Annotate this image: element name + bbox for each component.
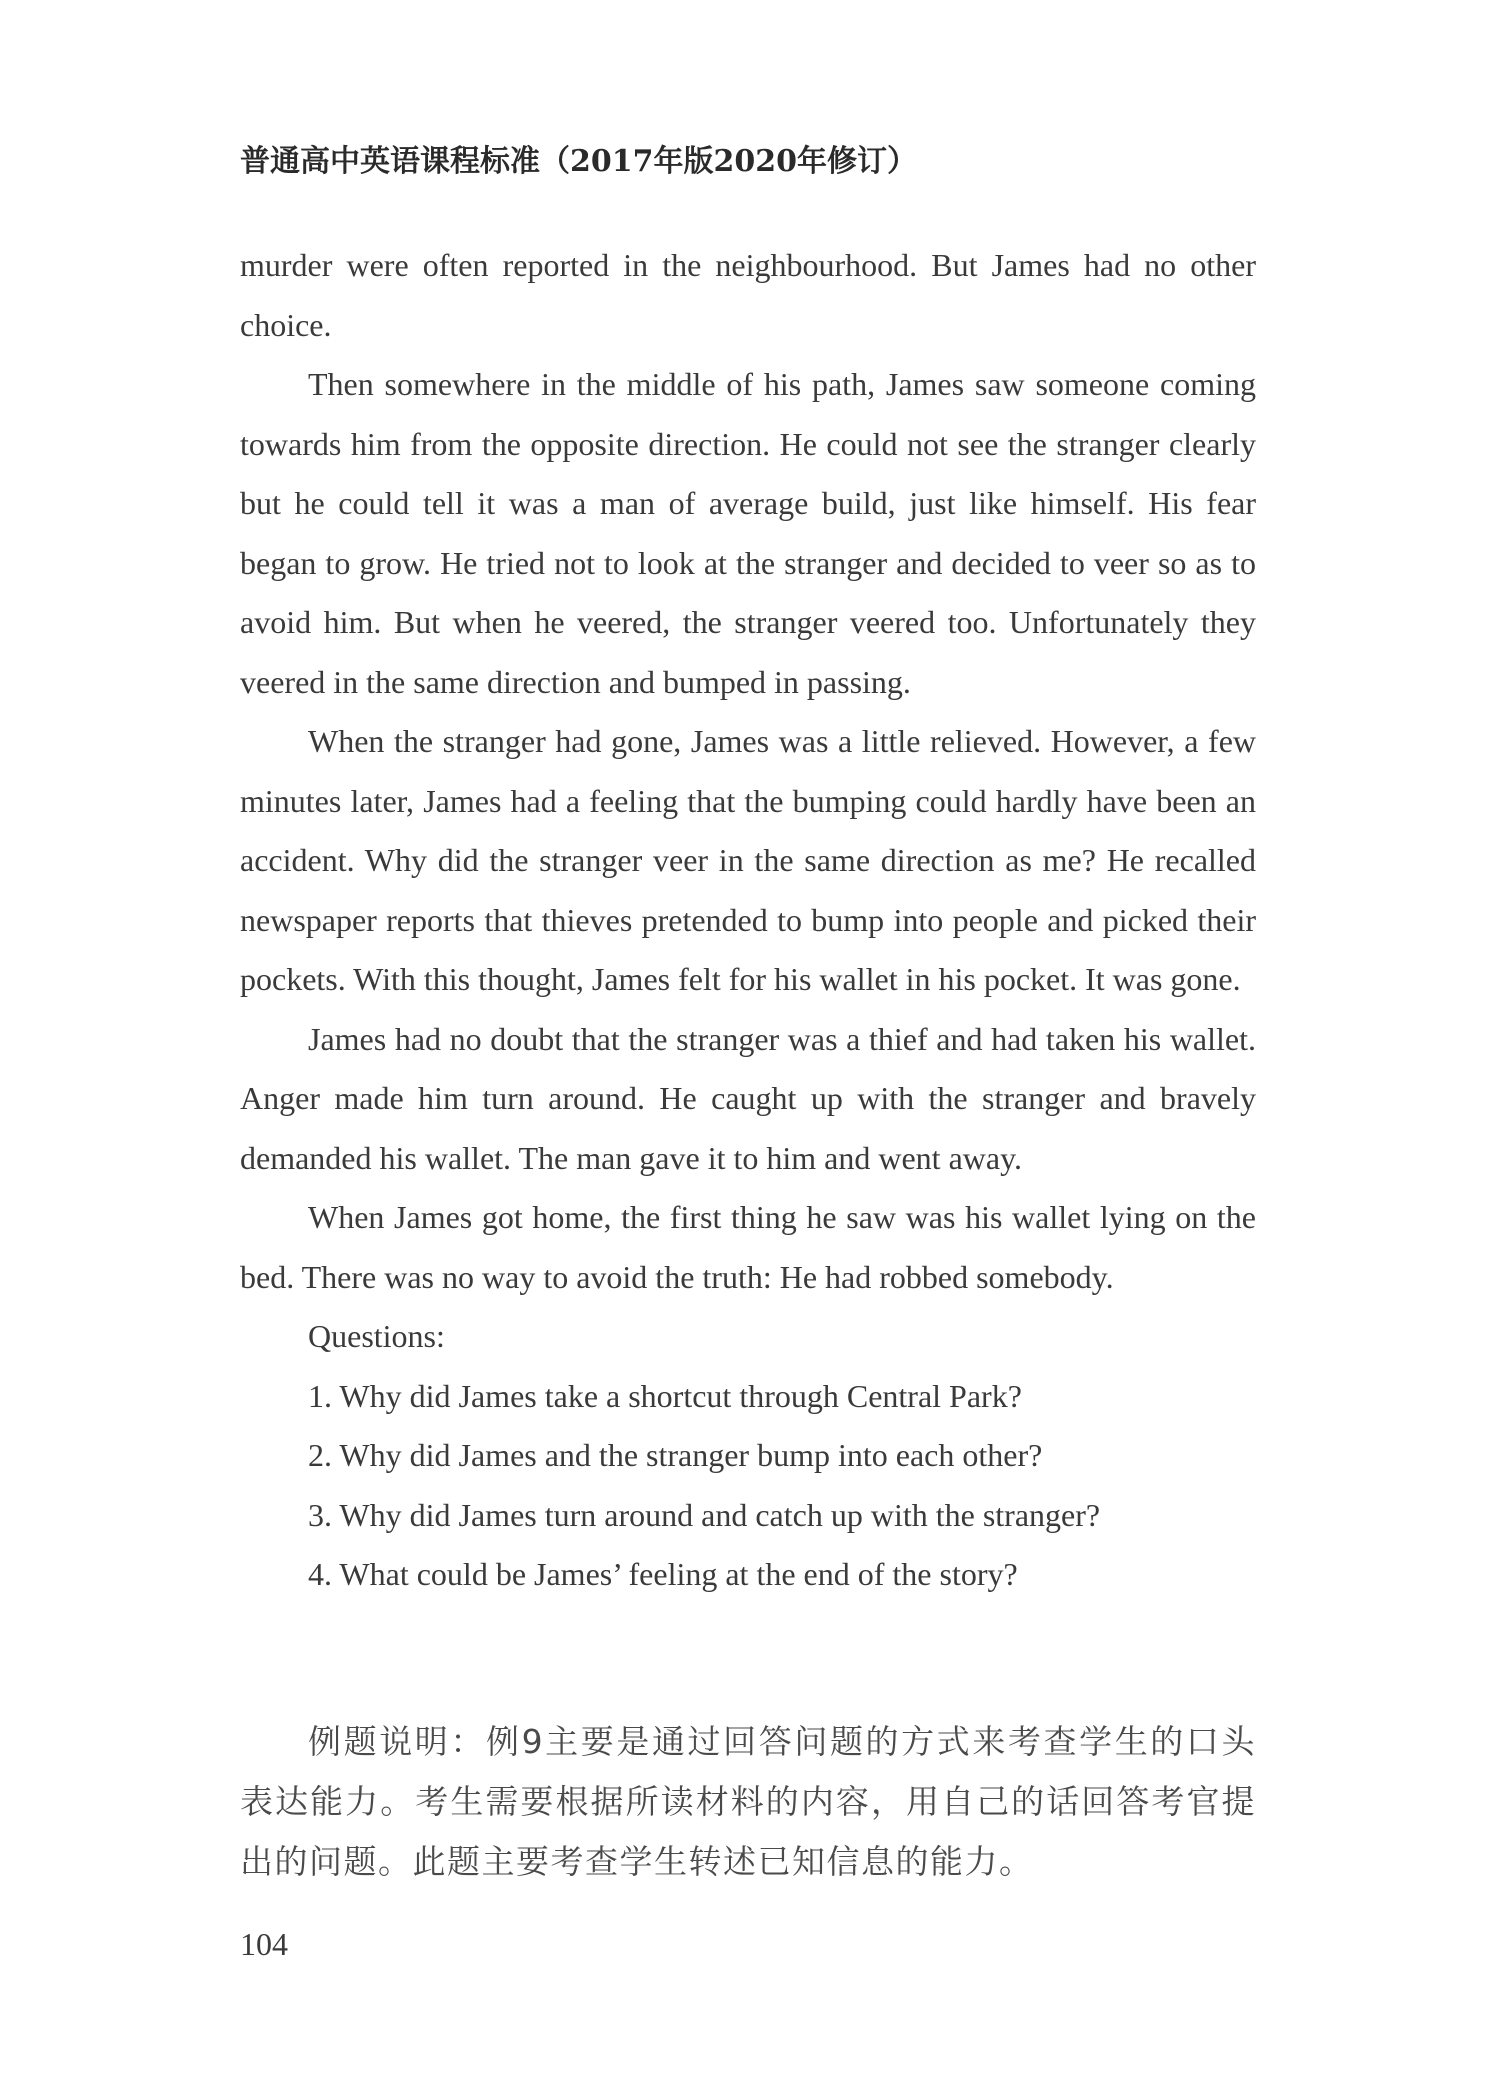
paragraph-anger: James had no doubt that the stranger was a thief and had taken his wallet. Anger made him turn around. He caught up with the stranger and bravely demanded his wallet. The man gave it to him and went away.	[240, 1020, 1256, 1176]
question-item: 4. What could be James’ feeling at the end of the story?	[308, 1556, 1018, 1592]
body-text	[240, 236, 1256, 1605]
paragraph-continuation: murder were often reported in the neighbourhood. But James had no other choice.	[240, 247, 1256, 343]
question-item: 3. Why did James turn around and catch up with the stranger?	[308, 1496, 1101, 1533]
page-number: 104	[240, 1926, 288, 1962]
paragraph-relieved: When the stranger had gone, James was a little relieved. However, a few minutes later, James had a feeling that the bumping could hardly have been an accident. Why did the stranger veer in the same direction as me? He recalled newspaper reports that thieves pretended to bump into people and picked their pockets. With this thought, James felt for his wallet in his pocket. It was gone.	[240, 723, 1256, 997]
example-explanation: 例题说明：例9主要是通过回答问题的方式来考查学生的口头表达能力。考生需要根据所读材料的内容，用自己的话回答考官提出的问题。此题主要考查学生转述已知信息的能力。	[240, 1722, 1256, 1881]
question-item: 1. Why did James take a shortcut through Central Park?	[308, 1377, 1022, 1414]
question-item: 2. Why did James and the stranger bump into each other?	[308, 1437, 1043, 1473]
paragraph-stranger: Then somewhere in the middle of his path, James saw someone coming towards him from the opposite direction. He could not see the stranger clearly but he could tell it was a man of average build, just like himself. His fear began to grow. He tried not to look at the stranger and decided to veer so as to avoid him. But when he veered, the stranger veered too. Unfortunately they veered in the same direction and bumped in passing.	[240, 366, 1256, 700]
questions-heading: Questions:	[308, 1318, 445, 1354]
paragraph-home: When James got home, the first thing he saw was his wallet lying on the bed. There was no way to avoid the truth: He had robbed somebody.	[240, 1199, 1256, 1295]
running-header: 普通高中英语课程标准（2017年版2020年修订）	[240, 144, 917, 179]
